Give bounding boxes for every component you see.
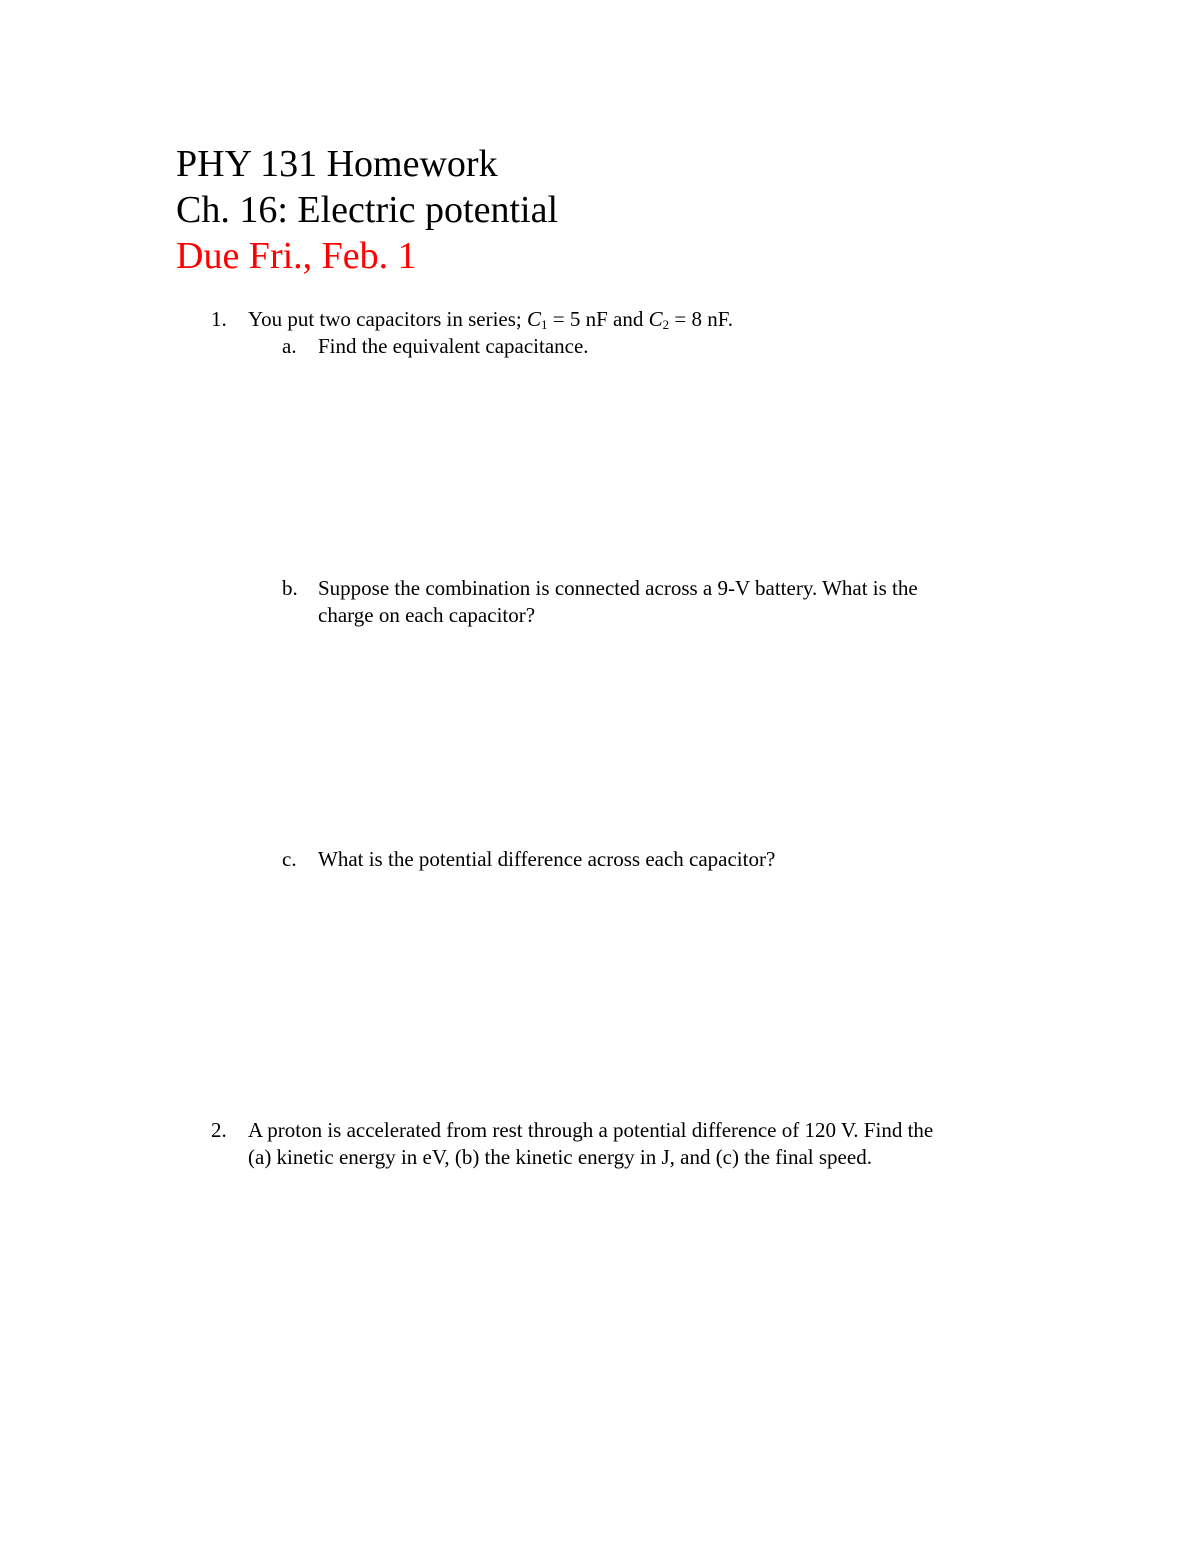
question-1-intro: You put two capacitors in series; — [248, 307, 527, 331]
c1-symbol: C — [527, 307, 542, 331]
question-1-text — [248, 306, 733, 333]
part-c-text: What is the potential difference across each capacitor? — [318, 847, 776, 871]
part-a-letter: a. — [282, 334, 297, 358]
c2-value: = 8 nF. — [669, 307, 733, 331]
course-title: PHY 131 Homework — [176, 143, 498, 185]
part-c-letter: c. — [282, 847, 297, 871]
part-b-letter: b. — [282, 576, 298, 600]
question-1-number: 1. — [211, 307, 227, 331]
question-2-text-line-1: A proton is accelerated from rest through a potential difference of 120 V. Find the — [248, 1118, 934, 1142]
question-2-number: 2. — [211, 1118, 227, 1142]
c1-value: = 5 nF and — [547, 307, 649, 331]
part-b-text-line-1: Suppose the combination is connected across a 9-V battery. What is the — [318, 576, 918, 600]
due-date: Due Fri., Feb. 1 — [176, 235, 417, 277]
c2-subscript: 2 — [662, 317, 670, 332]
question-2-text-line-2: (a) kinetic energy in eV, (b) the kinetic energy in J, and (c) the final speed. — [248, 1145, 872, 1169]
part-b-text-line-2: charge on each capacitor? — [318, 603, 536, 627]
c2-symbol: C — [648, 307, 663, 331]
chapter-title: Ch. 16: Electric potential — [176, 189, 559, 231]
part-a-text: Find the equivalent capacitance. — [318, 334, 589, 358]
c1-subscript: 1 — [541, 317, 548, 332]
